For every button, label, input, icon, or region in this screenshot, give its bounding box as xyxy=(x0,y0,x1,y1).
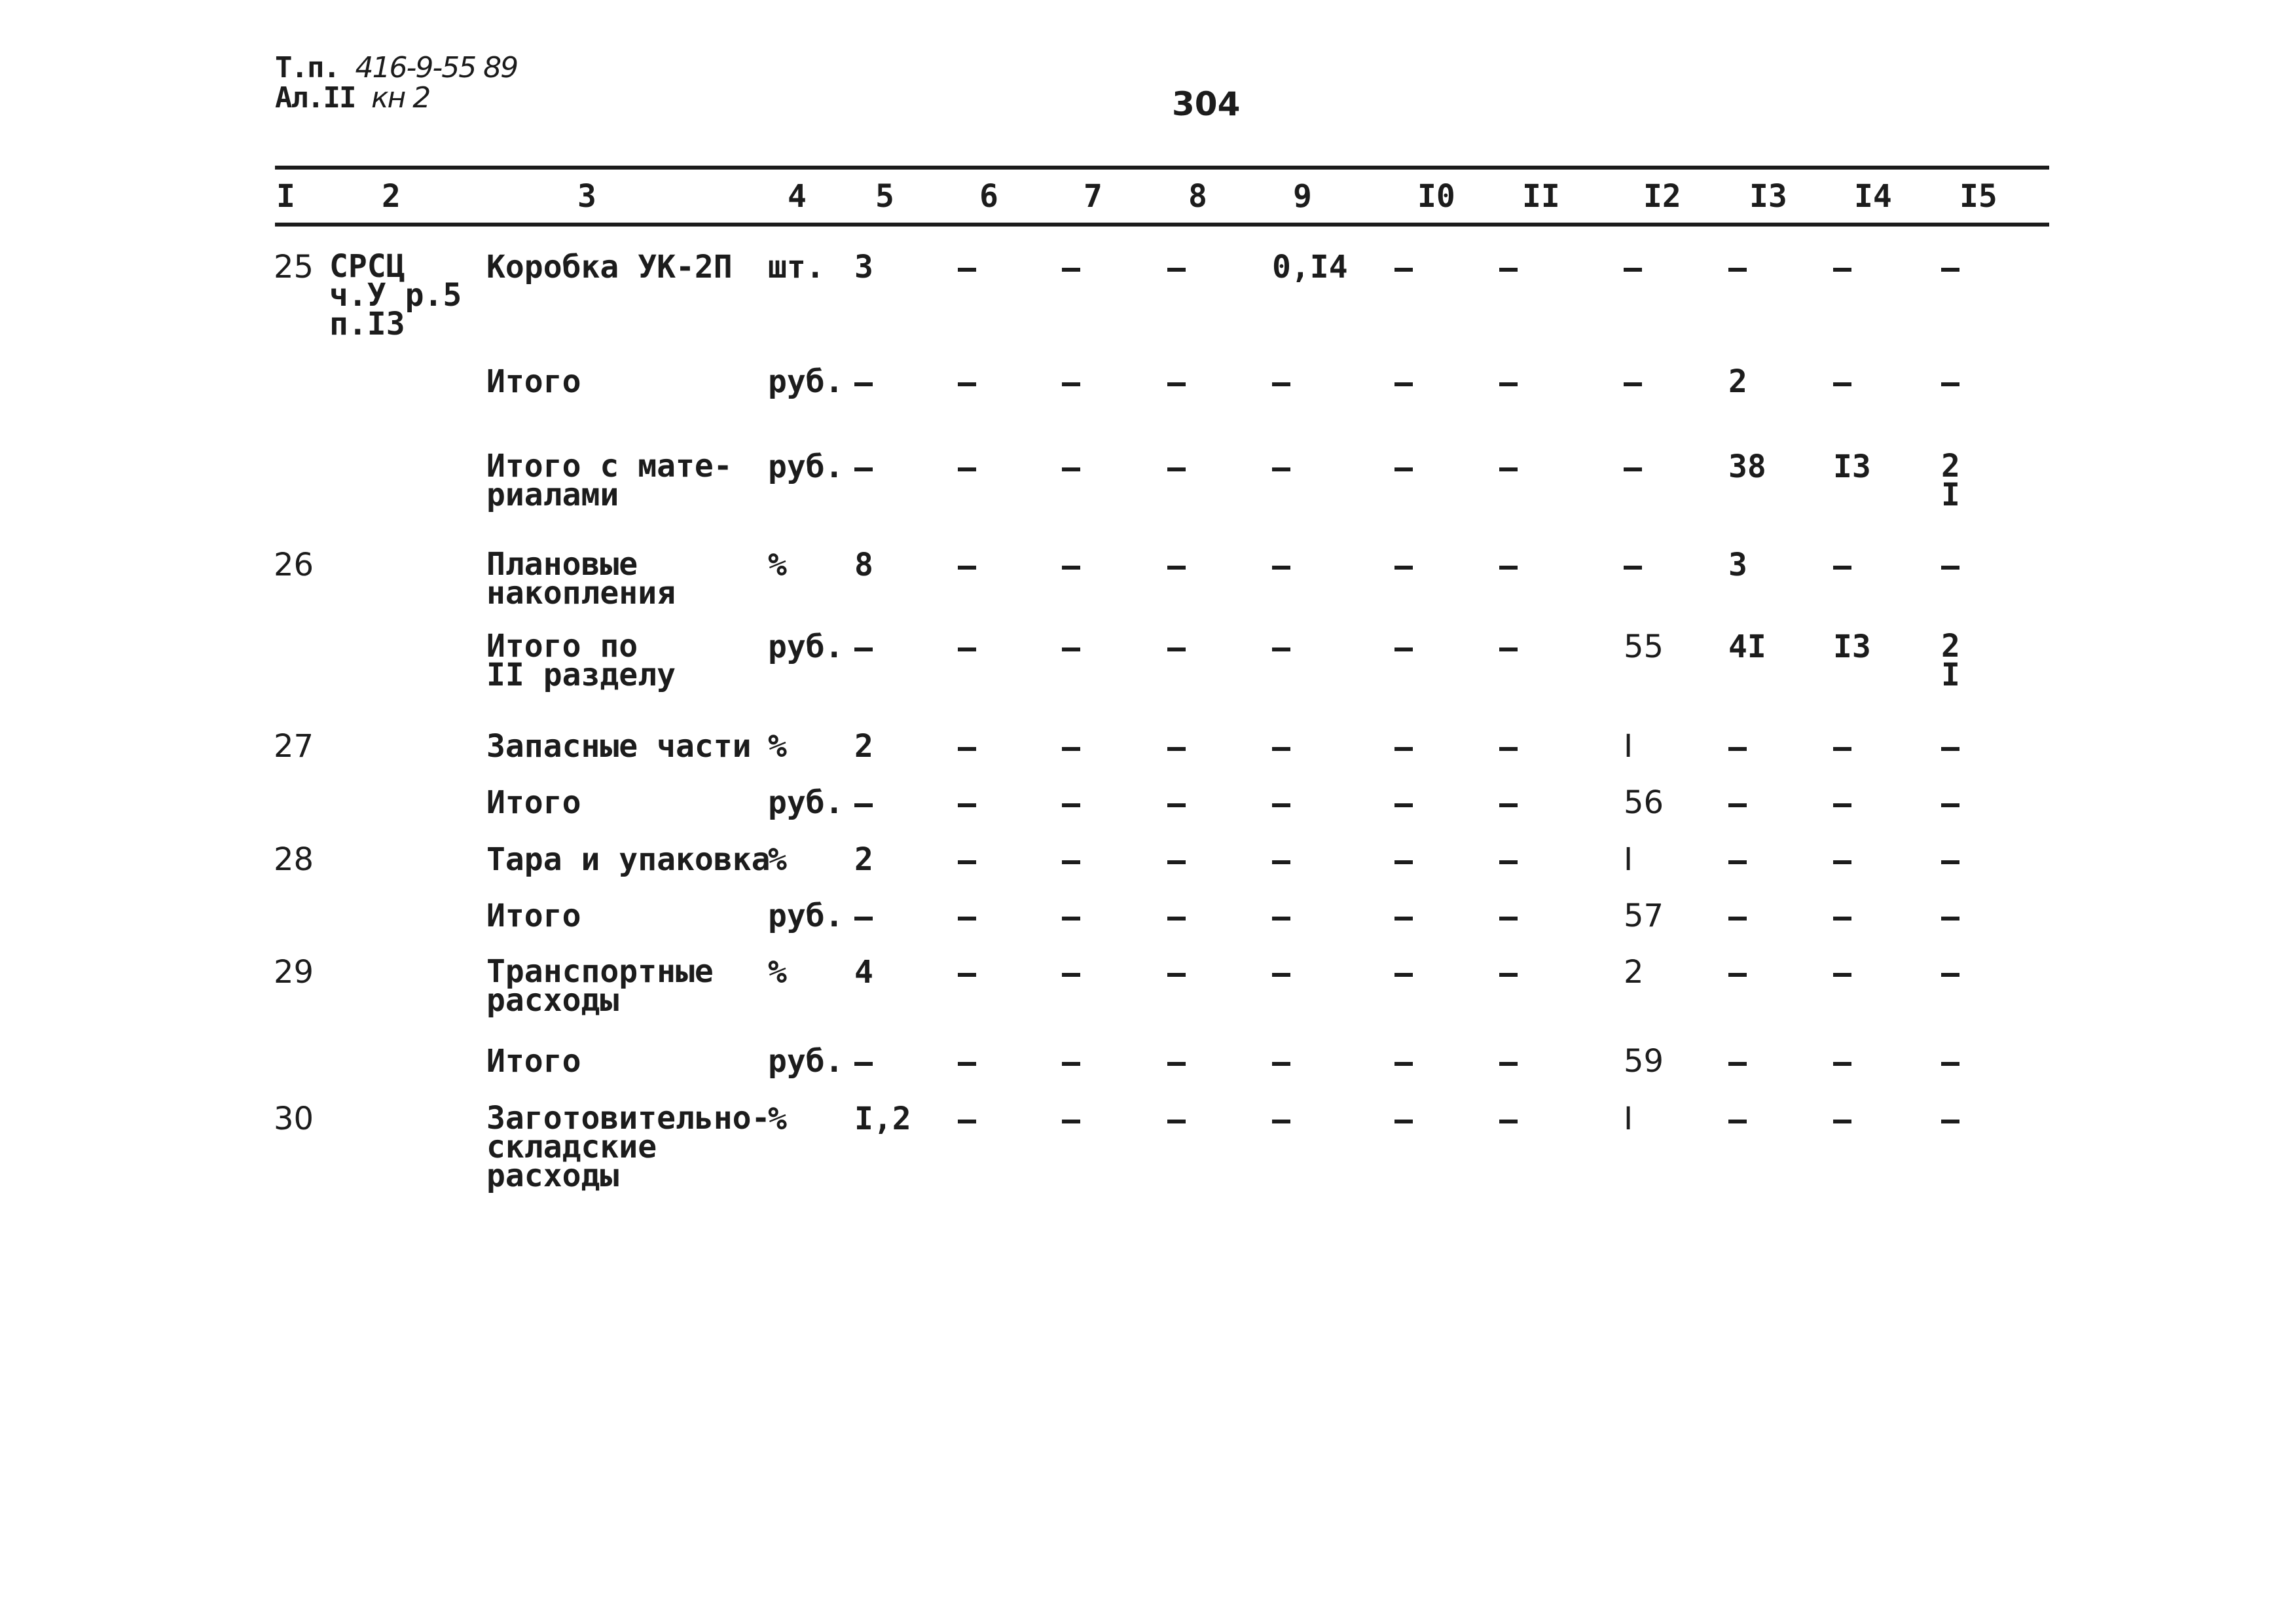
empty-value-dash xyxy=(1062,1120,1080,1123)
cell-name: Плановые накопления xyxy=(486,546,676,611)
empty-value-dash xyxy=(1167,647,1186,651)
column-header: 5 xyxy=(875,178,894,215)
empty-value-dash xyxy=(1272,566,1290,570)
empty-value-dash xyxy=(1941,1062,1959,1066)
empty-value-dash xyxy=(1941,803,1959,807)
empty-value-dash xyxy=(1062,973,1080,977)
empty-value-dash xyxy=(1062,382,1080,386)
empty-value-dash xyxy=(1833,747,1851,751)
cell-unit: % xyxy=(768,728,787,765)
empty-value-dash xyxy=(958,382,976,386)
empty-value-dash xyxy=(854,1062,873,1066)
empty-value-dash xyxy=(1833,382,1851,386)
empty-value-dash xyxy=(1167,973,1186,977)
empty-value-dash xyxy=(1941,566,1959,570)
cell-c13: 3 xyxy=(1728,547,1747,583)
cell-c15: 2 I xyxy=(1941,448,1960,513)
empty-value-dash xyxy=(854,467,873,471)
empty-value-dash xyxy=(1499,803,1518,807)
empty-value-dash xyxy=(1062,803,1080,807)
cell-ref: СРСЦ ч.У р.5 п.I3 xyxy=(329,248,462,342)
column-header: 2 xyxy=(382,178,401,215)
cell-num: 30 xyxy=(274,1101,314,1137)
cell-c15: 2 I xyxy=(1941,628,1960,693)
empty-value-dash xyxy=(1272,973,1290,977)
empty-value-dash xyxy=(1167,1120,1186,1123)
cell-c5: 8 xyxy=(854,547,873,583)
empty-value-dash xyxy=(1833,566,1851,570)
empty-value-dash xyxy=(1499,467,1518,471)
empty-value-dash xyxy=(1272,467,1290,471)
empty-value-dash xyxy=(1941,268,1959,272)
empty-value-dash xyxy=(1272,647,1290,651)
empty-value-dash xyxy=(958,467,976,471)
empty-value-dash xyxy=(1062,860,1080,864)
cell-name: Итого xyxy=(486,784,581,821)
empty-value-dash xyxy=(1272,860,1290,864)
cell-c5: 2 xyxy=(854,841,873,878)
album-ref: Ал.II xyxy=(275,81,355,115)
empty-value-dash xyxy=(1499,1062,1518,1066)
cell-c12: 2 xyxy=(1624,954,1644,991)
cell-unit: руб. xyxy=(768,898,844,934)
cell-name: Запасные части xyxy=(486,728,752,765)
document-code-number: 416-9-55 89 xyxy=(355,51,518,84)
empty-value-dash xyxy=(1062,917,1080,921)
empty-value-dash xyxy=(854,382,873,386)
book-ref: кн 2 xyxy=(371,81,430,115)
cell-c5: I,2 xyxy=(854,1101,911,1137)
cell-c14: I3 xyxy=(1833,448,1871,485)
empty-value-dash xyxy=(1167,382,1186,386)
empty-value-dash xyxy=(1833,268,1851,272)
empty-value-dash xyxy=(1833,1120,1851,1123)
empty-value-dash xyxy=(958,268,976,272)
cell-c13: 38 xyxy=(1728,448,1766,485)
empty-value-dash xyxy=(1272,803,1290,807)
cell-c12: 59 xyxy=(1624,1043,1664,1080)
empty-value-dash xyxy=(1394,647,1413,651)
empty-value-dash xyxy=(1394,803,1413,807)
empty-value-dash xyxy=(1833,803,1851,807)
cell-c13: 2 xyxy=(1728,363,1747,400)
empty-value-dash xyxy=(1624,566,1642,570)
cell-name: Тара и упаковка xyxy=(486,841,771,878)
empty-value-dash xyxy=(1941,1120,1959,1123)
empty-value-dash xyxy=(1394,566,1413,570)
empty-value-dash xyxy=(1394,860,1413,864)
empty-value-dash xyxy=(1499,566,1518,570)
cell-num: 26 xyxy=(274,547,314,583)
cell-c12: 56 xyxy=(1624,784,1664,821)
cell-c12: I xyxy=(1624,1101,1633,1137)
empty-value-dash xyxy=(1394,1120,1413,1123)
empty-value-dash xyxy=(1833,917,1851,921)
column-header: 8 xyxy=(1188,178,1207,215)
cell-unit: руб. xyxy=(768,363,844,400)
empty-value-dash xyxy=(1272,1120,1290,1123)
empty-value-dash xyxy=(854,917,873,921)
column-header: I3 xyxy=(1749,178,1787,215)
cell-unit: руб. xyxy=(768,784,844,821)
empty-value-dash xyxy=(1272,747,1290,751)
cell-c5: 3 xyxy=(854,249,873,285)
cell-num: 27 xyxy=(274,728,314,765)
empty-value-dash xyxy=(1167,268,1186,272)
empty-value-dash xyxy=(1728,268,1747,272)
empty-value-dash xyxy=(958,803,976,807)
empty-value-dash xyxy=(1167,747,1186,751)
cell-c14: I3 xyxy=(1833,629,1871,665)
empty-value-dash xyxy=(958,647,976,651)
empty-value-dash xyxy=(1941,917,1959,921)
empty-value-dash xyxy=(1167,860,1186,864)
empty-value-dash xyxy=(1941,747,1959,751)
empty-value-dash xyxy=(1941,860,1959,864)
cell-unit: % xyxy=(768,547,787,583)
empty-value-dash xyxy=(1499,268,1518,272)
cell-c12: 55 xyxy=(1624,629,1664,665)
column-header: 4 xyxy=(788,178,807,215)
empty-value-dash xyxy=(1167,566,1186,570)
cell-num: 25 xyxy=(274,249,314,285)
cell-unit: руб. xyxy=(768,1043,844,1080)
empty-value-dash xyxy=(1728,1062,1747,1066)
empty-value-dash xyxy=(1499,917,1518,921)
empty-value-dash xyxy=(958,566,976,570)
empty-value-dash xyxy=(1394,467,1413,471)
column-header: I0 xyxy=(1417,178,1455,215)
cell-name: Заготовительно- складские расходы xyxy=(486,1100,771,1194)
page-number: 304 xyxy=(1172,85,1241,123)
empty-value-dash xyxy=(1499,1120,1518,1123)
cell-c13: 4I xyxy=(1728,629,1766,665)
cell-c5: 2 xyxy=(854,728,873,765)
empty-value-dash xyxy=(1728,1120,1747,1123)
empty-value-dash xyxy=(1394,1062,1413,1066)
empty-value-dash xyxy=(1624,467,1642,471)
empty-value-dash xyxy=(1062,467,1080,471)
empty-value-dash xyxy=(1499,647,1518,651)
cell-c9: 0,I4 xyxy=(1272,249,1348,285)
cell-unit: шт. xyxy=(768,249,825,285)
cell-num: 29 xyxy=(274,954,314,991)
empty-value-dash xyxy=(1499,860,1518,864)
empty-value-dash xyxy=(1728,803,1747,807)
column-header: I5 xyxy=(1959,178,1997,215)
empty-value-dash xyxy=(1728,747,1747,751)
empty-value-dash xyxy=(1062,1062,1080,1066)
cell-unit: руб. xyxy=(768,629,844,665)
cell-name: Коробка УК-2П xyxy=(486,249,733,285)
cell-name: Итого xyxy=(486,363,581,400)
cell-name: Итого по II разделу xyxy=(486,628,676,693)
cell-unit: % xyxy=(768,1101,787,1137)
document-code-prefix: Т.п. xyxy=(275,51,339,84)
empty-value-dash xyxy=(1941,382,1959,386)
empty-value-dash xyxy=(958,973,976,977)
empty-value-dash xyxy=(1272,1062,1290,1066)
column-header: I xyxy=(276,178,295,215)
column-header: 3 xyxy=(577,178,596,215)
column-header: 6 xyxy=(979,178,998,215)
empty-value-dash xyxy=(854,803,873,807)
empty-value-dash xyxy=(1394,917,1413,921)
empty-value-dash xyxy=(958,860,976,864)
cell-c5: 4 xyxy=(854,954,873,991)
empty-value-dash xyxy=(1167,803,1186,807)
cell-name: Итого с мате- риалами xyxy=(486,448,733,513)
empty-value-dash xyxy=(958,1062,976,1066)
cell-name: Итого xyxy=(486,1043,581,1080)
empty-value-dash xyxy=(1167,1062,1186,1066)
cell-c12: I xyxy=(1624,728,1633,765)
empty-value-dash xyxy=(1062,268,1080,272)
cell-c12: I xyxy=(1624,841,1633,878)
cell-name: Транспортные расходы xyxy=(486,953,714,1019)
empty-value-dash xyxy=(1833,860,1851,864)
cell-unit: % xyxy=(768,954,787,991)
empty-value-dash xyxy=(1833,1062,1851,1066)
empty-value-dash xyxy=(1728,917,1747,921)
empty-value-dash xyxy=(958,1120,976,1123)
empty-value-dash xyxy=(1499,973,1518,977)
empty-value-dash xyxy=(1499,747,1518,751)
column-header: I4 xyxy=(1854,178,1892,215)
column-header: I2 xyxy=(1643,178,1681,215)
empty-value-dash xyxy=(1167,467,1186,471)
empty-value-dash xyxy=(1062,747,1080,751)
column-header: 9 xyxy=(1293,178,1312,215)
empty-value-dash xyxy=(854,647,873,651)
empty-value-dash xyxy=(1499,382,1518,386)
empty-value-dash xyxy=(1394,382,1413,386)
empty-value-dash xyxy=(1728,973,1747,977)
empty-value-dash xyxy=(1624,382,1642,386)
cell-unit: % xyxy=(768,841,787,878)
column-header: 7 xyxy=(1084,178,1102,215)
empty-value-dash xyxy=(1941,973,1959,977)
empty-value-dash xyxy=(1833,973,1851,977)
empty-value-dash xyxy=(1272,917,1290,921)
empty-value-dash xyxy=(958,917,976,921)
cell-num: 28 xyxy=(274,841,314,878)
empty-value-dash xyxy=(1394,973,1413,977)
cell-name: Итого xyxy=(486,898,581,934)
empty-value-dash xyxy=(1167,917,1186,921)
cell-unit: руб. xyxy=(768,448,844,485)
empty-value-dash xyxy=(1728,860,1747,864)
empty-value-dash xyxy=(1062,566,1080,570)
column-header: II xyxy=(1522,178,1560,215)
empty-value-dash xyxy=(958,747,976,751)
cell-c12: 57 xyxy=(1624,898,1664,934)
empty-value-dash xyxy=(1062,647,1080,651)
empty-value-dash xyxy=(1394,747,1413,751)
empty-value-dash xyxy=(1272,382,1290,386)
empty-value-dash xyxy=(1624,268,1642,272)
empty-value-dash xyxy=(1394,268,1413,272)
